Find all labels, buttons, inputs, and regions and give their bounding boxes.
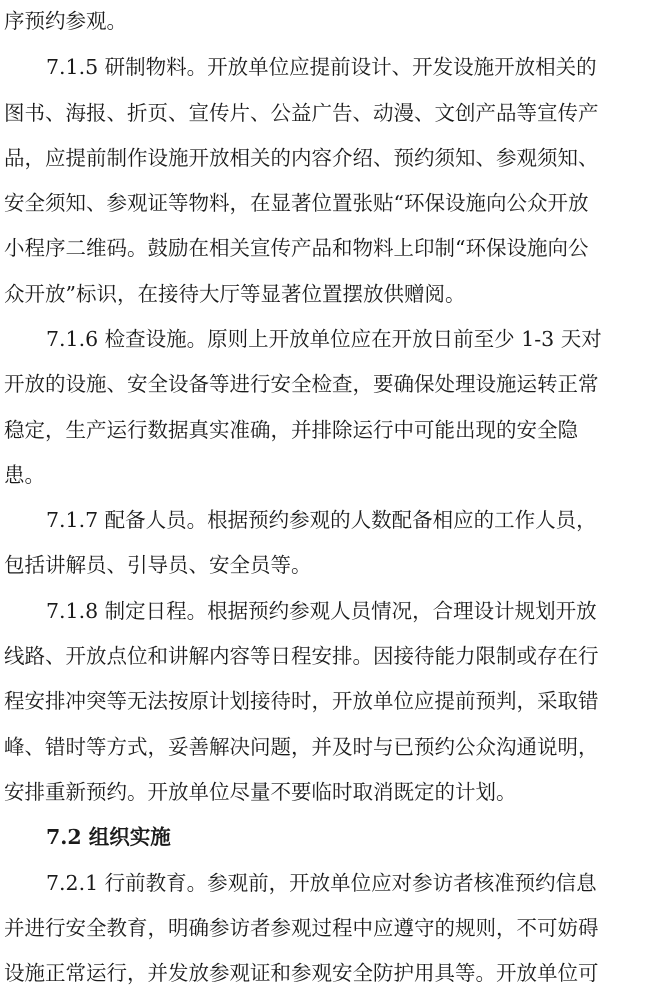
text-line: 程安排冲突等无法按原计划接待时，开放单位应提前预判，采取错 <box>4 689 599 713</box>
text-line: 品，应提前制作设施开放相关的内容介绍、预约须知、参观须知、 <box>4 146 599 170</box>
text-line: 安全须知、参观证等物料，在显著位置张贴“环保设施向公众开放 <box>4 191 589 215</box>
text-line: 开放的设施、安全设备等进行安全检查，要确保处理设施运转正常 <box>4 372 599 396</box>
text-line: 安排重新预约。开放单位尽量不要临时取消既定的计划。 <box>4 780 517 804</box>
text-line: 众开放”标识，在接待大厅等显著位置摆放供赠阅。 <box>4 282 466 306</box>
text-line: 图书、海报、折页、宣传片、公益广告、动漫、文创产品等宣传产 <box>4 101 599 125</box>
text-line: 并进行安全教育，明确参访者参观过程中应遵守的规则，不可妨碍 <box>4 916 599 940</box>
text-line: 7.1.5 研制物料。开放单位应提前设计、开发设施开放相关的 <box>46 55 597 79</box>
text-line: 小程序二维码。鼓励在相关宣传产品和物料上印制“环保设施向公 <box>4 236 589 260</box>
text-line: 峰、错时等方式，妥善解决问题，并及时与已预约公众沟通说明， <box>4 735 599 759</box>
text-line: 稳定，生产运行数据真实准确，并排除运行中可能出现的安全隐 <box>4 418 578 442</box>
text-line: 设施正常运行，并发放参观证和参观安全防护用具等。开放单位可 <box>4 961 599 985</box>
section-heading: 7.2 组织实施 <box>46 825 171 849</box>
text-line: 7.1.6 检查设施。原则上开放单位应在开放日前至少 1-3 天对 <box>46 327 602 351</box>
text-line: 线路、开放点位和讲解内容等日程安排。因接待能力限制或存在行 <box>4 644 599 668</box>
text-line: 7.1.8 制定日程。根据预约参观人员情况，合理设计规划开放 <box>46 599 597 623</box>
text-line: 7.2.1 行前教育。参观前，开放单位应对参访者核准预约信息 <box>46 871 597 895</box>
text-line: 序预约参观。 <box>4 9 127 33</box>
text-line: 患。 <box>4 463 45 487</box>
text-line: 包括讲解员、引导员、安全员等。 <box>4 553 312 577</box>
text-line: 7.1.7 配备人员。根据预约参观的人数配备相应的工作人员， <box>46 508 597 532</box>
